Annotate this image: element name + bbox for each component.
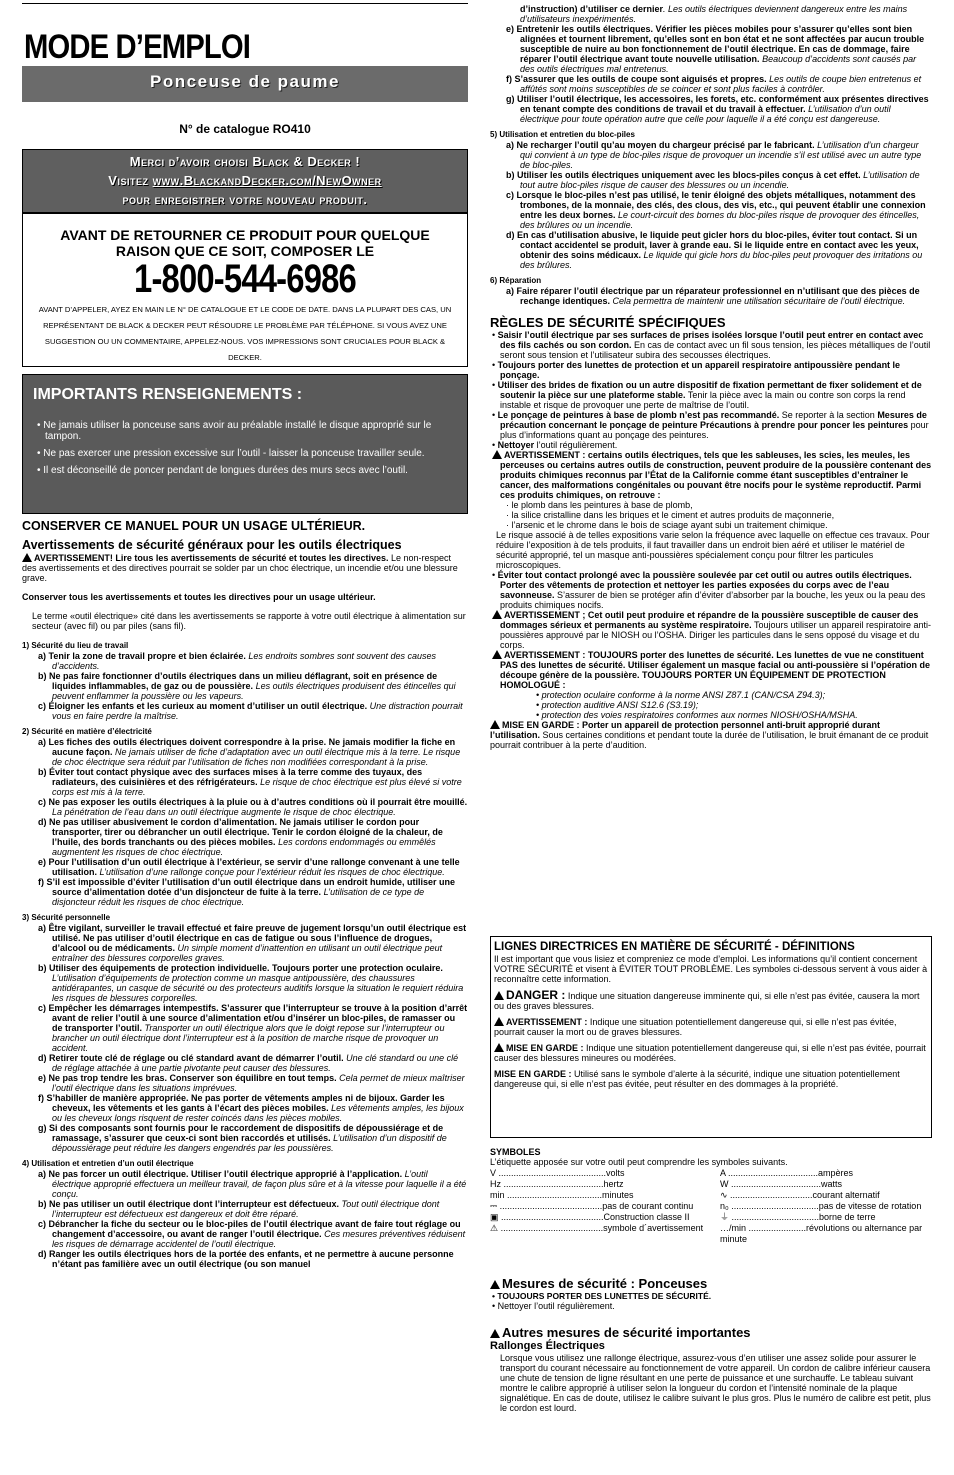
list-item: b) Éviter tout contact physique avec des surfaces mises à la terre comme des tuyaux, des radiateurs, des cuisinières et des réfrigérateurs. Le risque de choc électrique est plus élevé si votre corps est mis à la terre. — [38, 767, 462, 797]
top-rule — [22, 3, 468, 4]
catalog-number: N° de catalogue RO410 — [179, 122, 311, 136]
section-heading: 6) Réparation — [490, 276, 542, 285]
definitions-intro: Il est important que vous lisiez et compreniez ce mode d’emploi. Les informations qu’il contient concernent VOTRE SÉCURITÉ et visent à ÉVITER TOUT PROBLÈME. Les symboles ci-dessous servent à vous aider à reconnaître cette information. — [494, 954, 928, 984]
keep-manual-heading: CONSERVER CE MANUEL POUR UN USAGE ULTÉRIEUR. — [22, 519, 366, 533]
warning-paragraph: AVERTISSEMENT! Lire tous les avertissements de sécurité et toutes les directives. Le non-respect des avertissements et des directives pourrait se solder par un choc électrique, un incendie et/ou une blessure grave. — [22, 553, 458, 583]
symbol-entry: V ...........................................volts — [490, 1168, 625, 1178]
list-item: • Toujours porter des lunettes de protection et un appareil respiratoire antipoussière pendant le ponçage. — [492, 360, 901, 380]
list-item: • Il est déconseillé de poncer pendant de longues durées des murs secs avec l’outil. — [37, 465, 408, 476]
important-info-box — [22, 374, 468, 514]
specific-rules-heading: RÈGLES DE SÉCURITÉ SPÉCIFIQUES — [490, 315, 726, 330]
list-item: • Saisir l’outil électrique par ses surfaces de prises isolées lorsque l’outil peut entrer en contact avec des fils cachés ou son cordon. En cas de contact avec un fil sous tension, les pièces métalliques de l’outil seront sous tension et l’utilisateur subira des secousses électriques. — [492, 330, 931, 360]
general-warnings — [22, 519, 468, 1269]
page-title: MODE D’EMPLOI — [24, 28, 251, 66]
symbols-section — [490, 1147, 932, 1245]
symbol-entry: ⏚ ...................................borne de terre — [720, 1212, 876, 1222]
list-item: • Nettoyer l’outil régulièrement. — [492, 440, 618, 450]
section-heading: 3) Sécurité personnelle — [22, 913, 111, 922]
thank-you-box — [22, 149, 468, 213]
sander-safety-section — [490, 1276, 932, 1413]
list-item: d’instruction) d’utiliser ce dernier. Les outils électriques deviennent dangereux entre les mains d’utilisateurs inexpérimentés. — [520, 4, 908, 24]
extension-cords-text: Lorsque vous utilisez une rallonge électrique, assurez-vous d’en utiliser une assez solide pour assurer le transport du courant nécessaire au fonctionnement de votre appareil. Un cordon de calibre inférieur causera une chute de tension de ligne résultant en une perte de puissance et une surchauffe. Le tableau suivant montre le calibre approprié à utiliser selon la longueur du cordon et l’intensité nominale de la plaque signalétique. En cas de doute, utilisez le calibre suivant le plus gros. Plus le numéro de calibre est petit, plus le cordon est lourd. — [500, 1353, 931, 1413]
list-item: c) Lorsque le bloc-piles n’est pas utilisé, le tenir éloigné des objets métalliques, notamment des trombones, de la monnaie, des clés, des clous, des vis, etc., qui peuvent établir une connexion entre les deux bornes. Le court-circuit des bornes du bloc-piles risque de provoquer des étincelles, des brûlures ou un incendie. — [506, 190, 926, 230]
warning-icon — [490, 720, 500, 729]
sander-safety-heading: Mesures de sécurité : Ponceuses — [490, 1276, 932, 1291]
warning-icon — [492, 610, 502, 619]
right-flow — [490, 4, 932, 750]
list-item: a) Les fiches des outils électriques doivent correspondre à la prise. Ne jamais modifier la fiche en aucune façon. Ne jamais utiliser de fiche d’adaptation avec un outil électrique mis à la terre. Le risque de choc électrique sera réduit par l’utilisation de fiches non modifiées correspondant à la prise. — [38, 737, 461, 767]
property-caution-definition: MISE EN GARDE : Utilisé sans le symbole d’alerte à la sécurité, indique une situation potentiellement dangereuse qui, si elle n’est pas évitée, peut résulter en des dommages à la propriété. — [494, 1069, 900, 1089]
symbols-intro: L’étiquette apposée sur votre outil peut comprendre les symboles suivants. — [490, 1157, 788, 1167]
list-item: AVERTISSEMENT : TOUJOURS porter des lunettes de sécurité. Les lunettes de vue ne constituent PAS des lunettes de sécurité. Utiliser également un masque facial ou anti-poussière si l’opération de découpe génère de la poussière. TOUJOURS PORTER UN ÉQUIPEMENT DE PROTECTION HOMOLOGUÉ : — [490, 650, 932, 690]
warning-icon — [492, 650, 502, 659]
term-definition: Le terme «outil électrique» cité dans les avertissements se rapporte à votre outil électrique à alimentation sur secteur (avec fil) ou par piles (sans fil). — [32, 611, 466, 631]
list-item: b) Ne pas utiliser un outil électrique dont l’interrupteur est défectueux. Tout outil électrique dont l’interrupteur est défectueux est dangereux et doit être réparé. — [38, 1199, 440, 1219]
symbol-entry: Hz ........................................hertz — [490, 1179, 624, 1189]
call-box — [22, 213, 468, 367]
right-column — [490, 0, 932, 1475]
call-heading: AVANT DE RETOURNER CE PRODUIT POUR QUELQUE RAISON QUE CE SOIT, COMPOSER LE — [60, 227, 430, 259]
product-banner — [22, 66, 468, 102]
list-item: e) Pour l’utilisation d’un outil électrique à l’extérieur, se servir d’une rallonge convenant à une telle utilisation. L’utilisation d’une rallonge conçue pour l’extérieur réduit les risques de choc électrique. — [38, 857, 460, 877]
keep-instructions: Conserver tous les avertissements et toutes les directives pour un usage ultérieur. — [22, 592, 376, 602]
list-item: f) S’assurer que les outils de coupe sont aiguisés et propres. Les outils de coupe bien entretenus et affûtés sont moins susceptibles de se coincer et sont plus faciles à contrôler. — [506, 74, 922, 94]
symbol-entry: …/min .......................révolutions ou alternance par minute — [720, 1223, 923, 1244]
symbol-entry: ⚠ .........................................symbole d´avertissement — [490, 1223, 704, 1233]
warning-icon — [490, 1280, 500, 1289]
warning-icon — [494, 991, 504, 1000]
symbol-entry: ▣ .........................................Construction classe II — [490, 1212, 690, 1222]
list-item: b) Utiliser les outils électriques uniquement avec les blocs-piles conçus à cet effet. L’utilisation de tout autre bloc-piles risque de causer des blessures ou un incendie. — [506, 170, 920, 190]
list-item: • Ne pas exercer une pression excessive sur l’outil - laisser la ponceuse travailler seule. — [37, 448, 425, 459]
thank-you-line: Merci d’avoir choisi Black & Decker ! — [129, 154, 361, 169]
list-item: a) Ne recharger l’outil qu’au moyen du chargeur précisé par le fabricant. L’utilisation d’un chargeur qui convient à un type de bloc-piles risque de provoquer un incendie s’il est utilisé avec un autre type de bloc-piles. — [506, 140, 922, 170]
list-item: e) Entretenir les outils électriques. Vérifier les pièces mobiles pour s’assurer qu’elles sont bien alignées et tournent librement, qu’elles sont en bon état et ne sont affectées par aucun trouble susceptible de nuire au bon fonctionnement de l’outil électrique. En cas de dommage, faire réparer l’outil électrique avant toute nouvelle utilisation. Beaucoup d’accidents sont causés par des outils électriques mal entretenus. — [506, 24, 925, 74]
list-item: • Nettoyer l’outil régulièrement. — [492, 1301, 615, 1311]
warning-definition: AVERTISSEMENT : Indique une situation potentiellement dangereuse qui, si elle n’est pas évitée, pourrait causer la mort ou de graves blessures. — [494, 1017, 897, 1037]
danger-definition: DANGER : Indique une situation dangereuse imminente qui, si elle n’est pas évitée, causera la mort ou des graves blessures. — [494, 988, 920, 1011]
list-item: a) Faire réparer l’outil électrique par un réparateur professionnel en n’utilisant que des pièces de rechange identiques. Cela permettra de maintenir une utilisation sécuritaire de l’outil électrique. — [506, 286, 920, 306]
visit-line: Visitez www.BlackandDecker.com/NewOwner — [108, 173, 382, 188]
list-item: b) Utiliser des équipements de protection individuelle. Toujours porter une protection oculaire. L’utilisation d’équipements de protection comme un masque antipoussière, des chaussures antidérapantes, un casque de sécurité ou des protecteurs auditifs lorsque la situation le requiert réduira les risques de blessures corporelles. — [38, 963, 464, 1003]
important-list — [33, 420, 467, 476]
warning-icon — [494, 1017, 504, 1026]
list-item: c) Ne pas exposer les outils électriques à la pluie ou à d’autres conditions où il pourrait être mouillé. La pénétration de l’eau dans un outil électrique augmente le risque de choc électrique. — [38, 797, 468, 817]
list-item: e) Ne pas trop tendre les bras. Conserver son équilibre en tout temps. Cela permet de mieux maîtriser l’outil électrique dans les situations imprévues. — [38, 1073, 465, 1093]
symbols-heading: SYMBOLES — [490, 1147, 541, 1157]
registration-link[interactable]: www.BlackandDecker.com/NewOwner — [152, 173, 382, 188]
list-item: c) Débrancher la fiche du secteur ou le bloc-piles de l’outil électrique avant de faire tout réglage ou changement d’accessoire, ou avant de ranger l’outil électrique. Ces mesures préventives réduisent les risques de démarrage accidentel de l’outil électrique. — [38, 1219, 466, 1249]
list-item: • TOUJOURS PORTER DES LUNETTES DE SÉCURITÉ. — [492, 1291, 712, 1301]
list-item: d) Ne pas utiliser abusivement le cordon d’alimentation. Ne jamais utiliser le cordon pour transporter, tirer ou débrancher un outil électrique. Tenir le cordon éloigné de la chaleur, de l’huile, des bords tranchants ou des pièces mobiles. Les cordons endommagés ou emmêlés augmentent les risques de choc électrique. — [38, 817, 443, 857]
list-item: f) S’habiller de manière appropriée. Ne pas porter de vêtements amples ni de bijoux. Garder les cheveux, les vêtements et les gants à l’écart des pièces mobiles. Les vêtements amples, les bijoux ou les cheveux longs risquent de rester coincés dans les pièces mobiles. — [38, 1093, 464, 1123]
list-item: · le plomb dans les peintures à base de plomb, — [506, 500, 693, 510]
important-title: IMPORTANTS RENSEIGNEMENTS : — [33, 386, 303, 403]
section-heading: 4) Utilisation et entretien d’un outil électrique — [22, 1159, 194, 1168]
list-item: • protection oculaire conforme à la norme ANSI Z87.1 (CAN/CSA Z94.3); — [536, 690, 826, 700]
list-item: · la silice cristalline dans les briques et le ciment et autres produits de maçonnerie, — [506, 510, 835, 520]
safety-definitions-box — [490, 936, 932, 1138]
list-item: d) Ranger les outils électriques hors de la portée des enfants, et ne permettre à aucune personne n’étant pas familière avec un outil électrique (ou son manuel — [38, 1249, 454, 1269]
list-item: b) Ne pas faire fonctionner d’outils électriques dans un milieu déflagrant, soit en présence de liquides inflammables, de gaz ou de poussière. Les outils électriques produisent des étincelles qui peuvent enflammer la poussière ou les vapeurs. — [38, 671, 456, 701]
caution-definition: MISE EN GARDE : Indique une situation potentiellement dangereuse qui, si elle n’est pas évitée, pourrait causer des blessures mineures ou modérées. — [494, 1043, 926, 1063]
call-text: AVANT D’APPELER, AYEZ EN MAIN LE N° DE CATALOGUE ET LE CODE DE DATE. DANS LA PLUPART DES CAS, UN REPRÉSENTANT DE BLACK & DECKER PEUT RÉSOUDRE LE PROBLÈME PAR TÉLÉPHONE. SI VOUS AVEZ UNE SUGGESTION OU UN COMMENTAIRE, APPELEZ-NOUS. VOS IMPRESSIONS SONT CRUCIALES POUR BLACK & DECKER. — [38, 305, 452, 362]
list-item: f) S’il est impossible d’éviter l’utilisation d’un outil électrique dans un endroit humide, utiliser une source d’alimentation dotée d’un disjoncteur de fuite à la terre. L’utilisation de ce type de disjoncteur réduit les risques de choc électrique. — [38, 877, 456, 907]
exposure-paragraph: Le risque associé à de telles expositions varie selon la fréquence avec laquelle on effectue ces travaux. Pour réduire l’exposition à de tels produits, il faut travailler dans un endroit bien aéré et utiliser le matériel de sécurité approprié, tel un masque anti-poussières spécialement conçu pour filtrer les particules microscopiques. — [496, 530, 930, 570]
list-item: a) Tenir la zone de travail propre et bien éclairée. Les endroits sombres sont souvent des causes d’accidents. — [38, 651, 437, 671]
list-item: • Utiliser des brides de fixation ou un autre dispositif de fixation permettant de fixer solidement et de soutenir la pièce sur une plateforme stable. Tenir la pièce avec la main ou contre son corps la rend instable et risque de provoquer une perte de maîtrise de l’outil. — [492, 380, 922, 410]
warning-icon — [494, 1043, 504, 1052]
symbol-entry: n₀ ...................................pas de vitesse de rotation — [720, 1201, 922, 1211]
caution-paragraph: MISE EN GARDE : Porter un appareil de protection personnel anti-bruit approprié durant l’utilisation. Sous certaines conditions et pendant toute la durée de l’utilisation, le bruit émanant de ce produit pourrait contribuer à la perte d’audition. — [490, 720, 929, 750]
list-item: c) Empêcher les démarrages intempestifs. S’assurer que l’interrupteur se trouve à la position d’arrêt avant de relier l’outil à une source d’alimentation et/ou d’insérer un bloc-piles, de ramasser ou de transporter l’outil. Transporter un outil électrique alors que le doigt repose sur l’interrupteur ou brancher un outil électrique dont l’interrupteur est à la position de marche risque de provoquer un accident. — [38, 1003, 468, 1053]
list-item: • Le ponçage de peintures à base de plomb n’est pas recommandé. Se reporter à la section Mesures de précaution concernant le ponçage de peinture Précautions à prendre pour poncer les peintures pour plus d’informations quant au ponçage des peintures. — [492, 410, 929, 440]
symbol-entry: W ....................................watts — [720, 1179, 843, 1189]
symbol-entry: ⎓ .........................................pas de courant continu — [490, 1201, 694, 1211]
phone-number: 1-800-544-6986 — [134, 257, 356, 301]
symbol-entry: A ....................................ampères — [720, 1168, 854, 1178]
list-item: g) Utiliser l’outil électrique, les accessoires, les forets, etc. conformément aux présentes directives en tenant compte des conditions de travail et du travail à effectuer. L’utilisation d’un outil électrique pour toute opération autre que celle pour laquelle il a été conçu est dangereuse. — [506, 94, 929, 124]
list-item: a) Être vigilant, surveiller le travail effectué et faire preuve de jugement lorsqu’un outil électrique est utilisé. Ne pas utiliser d’outil électrique en cas de fatigue ou sous l’influence de drogues, d’alcool ou de médicaments. Un simple moment d’inattention en utilisant un outil électrique peut entraîner des blessures corporelles graves. — [38, 923, 467, 963]
section-heading: 1) Sécurité du lieu de travail — [22, 641, 129, 650]
left-column — [22, 0, 470, 1475]
extension-cords-heading: Rallonges Électriques — [490, 1340, 605, 1352]
list-item: c) Éloigner les enfants et les curieux au moment d’utiliser un outil électrique. Une distraction pourrait vous en faire perdre la maîtrise. — [38, 701, 463, 721]
list-item: d) En cas d’utilisation abusive, le liquide peut gicler hors du bloc-piles, éviter tout contact. Si un contact accidentel se produit, laver à grande eau. Si le liquide entre en contact avec les yeux, obtenir des soins médicaux. Le liquide qui gicle hors du bloc-piles peut provoquer des irritations ou des brûlures. — [506, 230, 923, 270]
product-name: Ponceuse de paume — [150, 72, 340, 91]
warning-icon — [22, 553, 32, 562]
list-item: · l’arsenic et le chrome dans le bois de sciage ayant subi un traitement chimique. — [506, 520, 828, 530]
definitions-heading: LIGNES DIRECTRICES EN MATIÈRE DE SÉCURITÉ - DÉFINITIONS — [494, 941, 855, 953]
list-item: AVERTISSEMENT : certains outils électriques, tels que les sableuses, les scies, les meules, les perceuses ou certains autres outils de construction, peuvent produire de la poussière contenant des produits chimiques reconnus par l’État de la Californie comme étant susceptibles d’entraîner le cancer, des malformations congénitales ou pouvant être nocifs pour le système reproductif. Parmi ces produits chimiques, on retrouve : — [490, 450, 932, 500]
symbol-entry: min ......................................minutes — [490, 1190, 634, 1200]
other-safety-heading: Autres mesures de sécurité importantes — [490, 1325, 932, 1340]
list-item: AVERTISSEMENT ; Cet outil peut produire et répandre de la poussière susceptible de causer des dommages sérieux et permanents au système respiratoire. Toujours utiliser un appareil respiratoire anti-poussières approuvé par le NIOSH ou l’OSHA. Diriger les particules dans le sens opposé du visage et du corps. — [490, 610, 932, 650]
list-item: a) Ne pas forcer un outil électrique. Utiliser l’outil électrique approprié à l’application. L’outil électrique approprié effectuera un meilleur travail, de façon plus sûre et à la vitesse pour laquelle il a été conçu. — [38, 1169, 467, 1199]
list-item: • protection auditive ANSI S12.6 (S3.19); — [536, 700, 699, 710]
list-item: • Éviter tout contact prolongé avec la poussière soulevée par cet outil ou autres outils électriques. Porter des vêtements de protection et nettoyer les parties exposées du corps avec de l’eau savonneuse. S’assurer de bien se protéger afin d’éviter d’absorber par la bouche, les yeux ou la peau des produits chimiques nocifs. — [492, 570, 926, 610]
register-line: pour enregistrer votre nouveau produit. — [122, 192, 368, 207]
section-heading: 5) Utilisation et entretien du bloc-piles — [490, 130, 635, 139]
list-item: d) Retirer toute clé de réglage ou clé standard avant de démarrer l’outil. Une clé standard ou une clé de réglage attachée à une partie pivotante peut causer des blessures. — [38, 1053, 459, 1073]
general-warnings-heading: Avertissements de sécurité généraux pour les outils électriques — [22, 538, 402, 552]
symbols-table — [490, 1168, 932, 1245]
list-item: • protection des voies respiratoires conformes aux normes NIOSH/OSHA/MSHA. — [536, 710, 858, 720]
section-heading: 2) Sécurité en matière d’électricité — [22, 727, 152, 736]
warning-icon — [490, 1329, 500, 1338]
symbol-entry: ∿ .................................courant alternatif — [720, 1190, 880, 1200]
list-item: g) Si des composants sont fournis pour le raccordement de dispositifs de dépoussiérage et de ramassage, s’assurer que ceux-ci sont bien raccordés et utilisés. L’utilisation d’un dispositif de dépoussiérage peut réduire les dangers engendrés par les poussières. — [38, 1123, 447, 1153]
list-item: • Ne jamais utiliser la ponceuse sans avoir au préalable installé le disque approprié sur le tampon. — [37, 420, 432, 442]
warning-icon — [492, 450, 502, 459]
